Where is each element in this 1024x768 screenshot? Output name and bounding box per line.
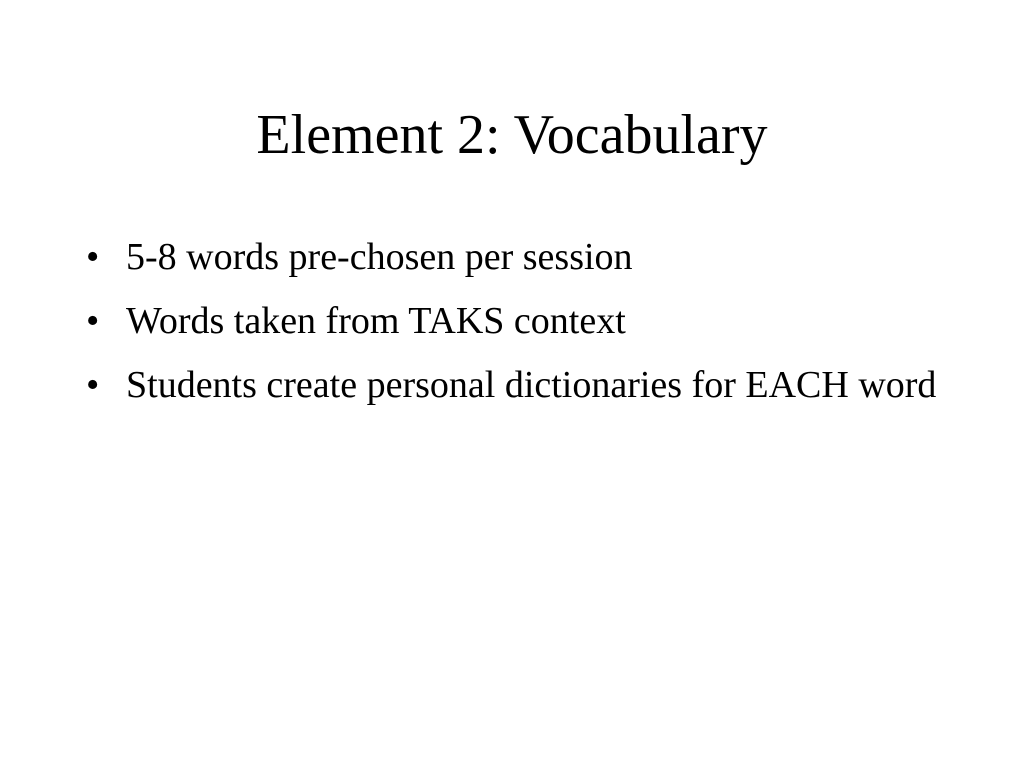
bullet-dot-icon: • [86,236,100,278]
bullet-dot-icon: • [86,364,100,406]
bullet-item [86,296,946,346]
bullet-list [86,232,946,424]
bullet-text: 5-8 words pre-chosen per session [126,236,633,278]
bullet-text: Words taken from TAKS context [126,300,626,342]
slide-title: Element 2: Vocabulary [256,104,768,166]
bullet-dot-icon: • [86,300,100,342]
bullet-text: Students create personal dictionaries for EACH word [126,364,937,406]
bullet-item [86,232,946,282]
bullet-item [86,360,946,410]
